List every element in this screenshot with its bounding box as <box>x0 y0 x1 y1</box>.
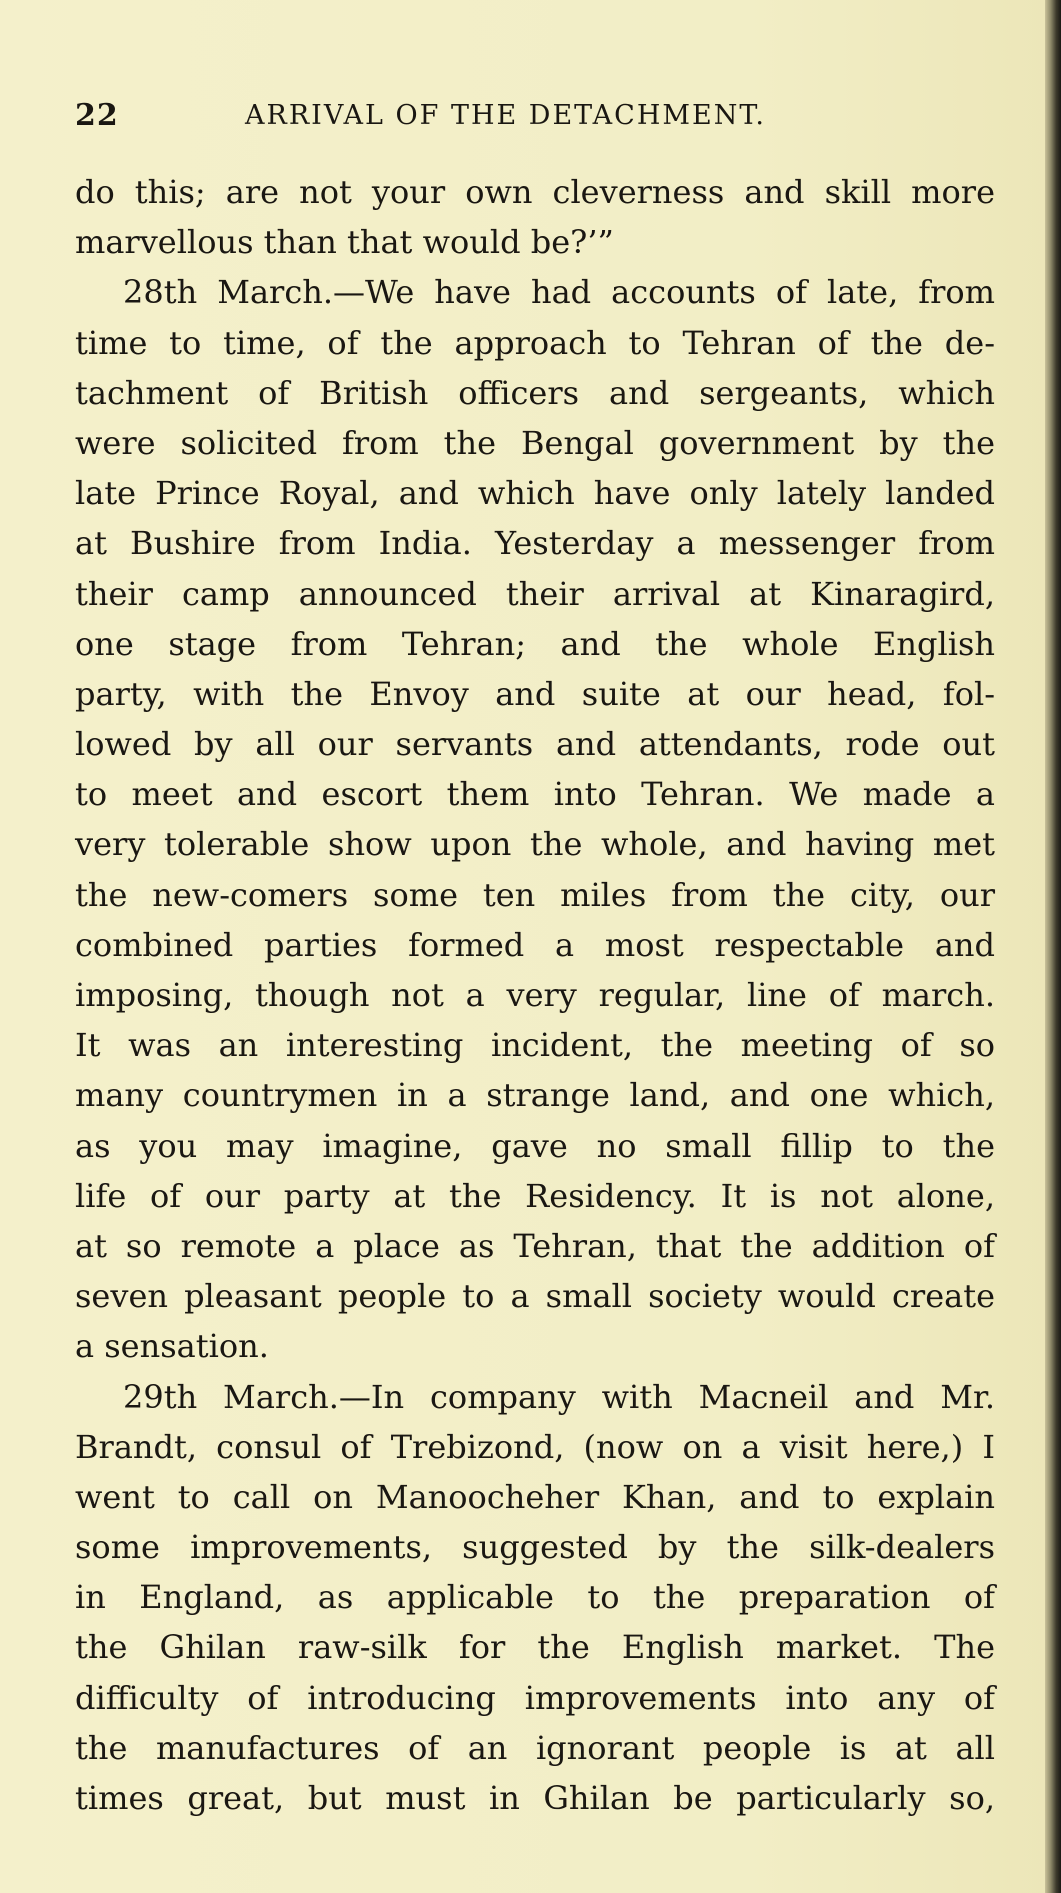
text-line: to meet and escort them into Tehran. We made a <box>75 775 995 814</box>
text-line: It was an interesting incident, the meeting of so <box>75 1026 995 1065</box>
text-line: many countrymen in a strange land, and one which, <box>75 1076 995 1115</box>
text-line: tachment of British officers and sergeants, which <box>75 373 995 412</box>
text-line: imposing, though not a very regular, line of march. <box>75 976 995 1014</box>
text-line: seven pleasant people to a small society would create <box>75 1277 995 1316</box>
text-line: the Ghilan raw-silk for the English market. The <box>75 1628 995 1667</box>
page-number: 22 <box>75 98 119 133</box>
text-line: were solicited from the Bengal government by the <box>75 423 995 462</box>
text-line: times great, but must in Ghilan be particularly so, <box>75 1779 995 1817</box>
text-line: some improvements, suggested by the silk-dealers <box>75 1528 995 1567</box>
text-line: 28th March.—We have had accounts of late, from <box>123 273 995 312</box>
text-line: lowed by all our servants and attendants, rode out <box>75 725 995 764</box>
text-line: party, with the Envoy and suite at our head, fol- <box>75 674 995 713</box>
text-line: as you may imagine, gave no small fillip to the <box>75 1126 995 1165</box>
text-line: late Prince Royal, and which have only lately landed <box>75 474 995 513</box>
text-line: went to call on Manoocheher Khan, and to explain <box>75 1477 995 1516</box>
text-line: very tolerable show upon the whole, and having met <box>75 825 995 864</box>
page-edge <box>1045 0 1061 1893</box>
text-line: their camp announced their arrival at Kinaragird, <box>75 574 995 613</box>
text-line: difficulty of introducing improvements into any of <box>75 1678 995 1717</box>
page-header <box>75 98 995 138</box>
text-line: one stage from Tehran; and the whole English <box>75 624 995 663</box>
text-line: marvellous than that would be?’” <box>75 223 614 262</box>
text-line: at Bushire from India. Yesterday a messenger from <box>75 524 995 563</box>
text-line: time to time, of the approach to Tehran of the de- <box>75 323 995 362</box>
text-line: the new-comers some ten miles from the city, our <box>75 875 995 914</box>
text-line: in England, as applicable to the preparation of <box>75 1578 995 1617</box>
text-line: the manufactures of an ignorant people is at all <box>75 1728 995 1767</box>
text-line: at so remote a place as Tehran, that the addition of <box>75 1226 995 1265</box>
body-text <box>75 167 995 1823</box>
text-line: a sensation. <box>75 1327 269 1366</box>
text-line: Brandt, consul of Trebizond, (now on a visit here,) I <box>75 1427 995 1466</box>
running-title: ARRIVAL OF THE DETACHMENT. <box>245 100 766 131</box>
text-line: life of our party at the Residency. It is not alone, <box>75 1176 995 1215</box>
text-line: combined parties formed a most respectable and <box>75 925 995 964</box>
text-line: do this; are not your own cleverness and skill more <box>75 173 995 211</box>
text-line: 29th March.—In company with Macneil and Mr. <box>123 1377 995 1416</box>
